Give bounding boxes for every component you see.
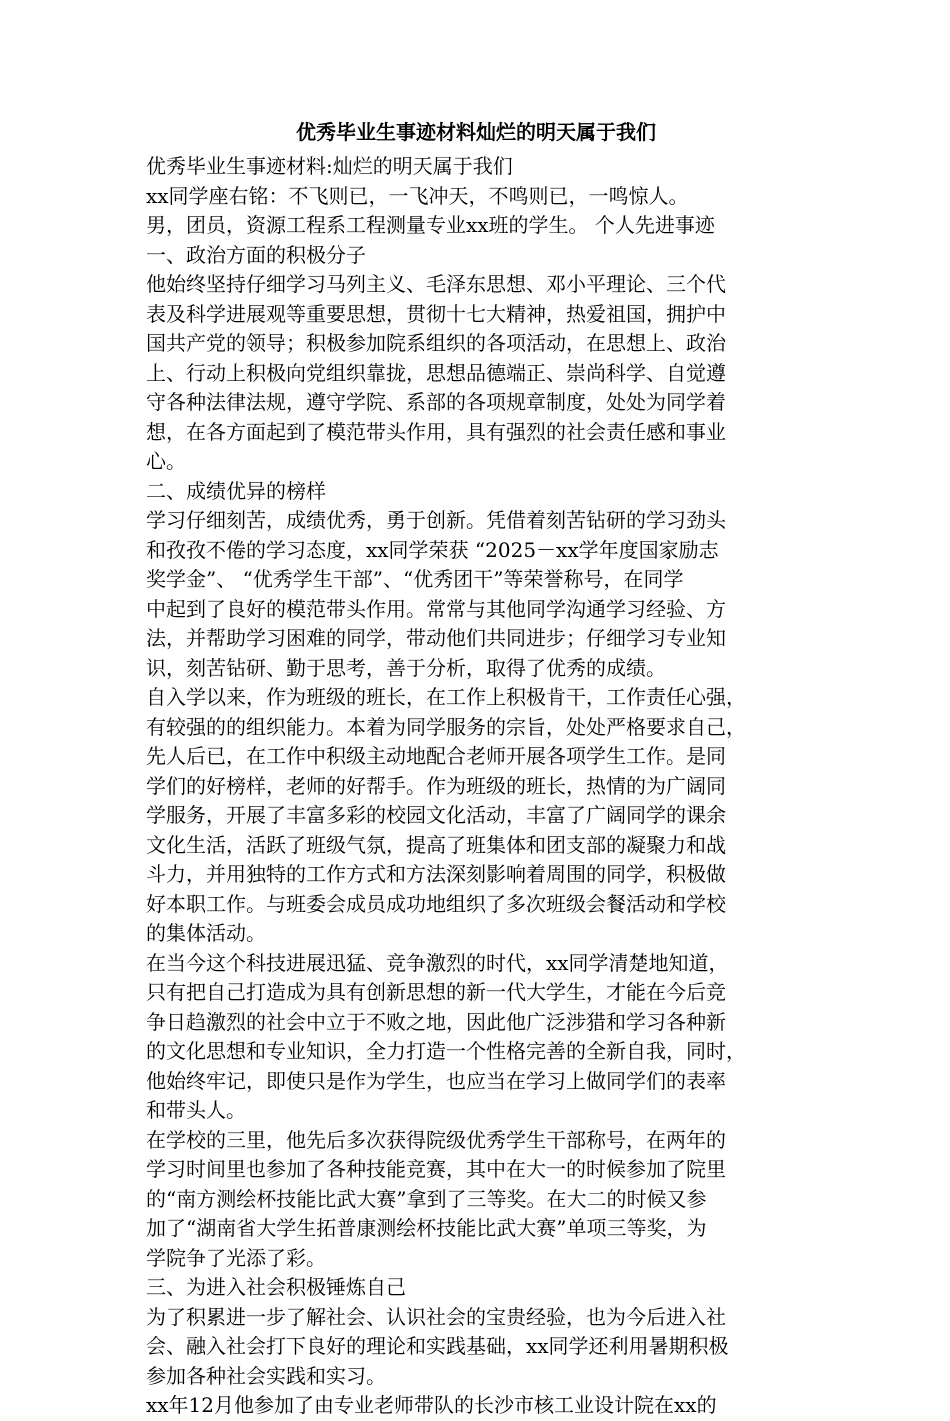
text-line: 先人后已，在工作中积级主动地配合老师开展各项学生工作。是同	[146, 744, 726, 768]
text-line: 学习仔细刻苦，成绩优秀，勇于创新。凭借着刻苦钻研的学习劲头	[146, 508, 726, 532]
text-line: 法，并帮助学习困难的同学，带动他们共同进步；仔细学习专业知	[146, 626, 726, 650]
text-line: 优秀毕业生事迹材料:灿烂的明天属于我们	[146, 154, 513, 178]
text-line: 学习时间里也参加了各种技能竞赛，其中在大一的时候参加了院里	[146, 1157, 726, 1181]
text-line: 男，团员，资源工程系工程测量专业xx班的学生。 个人先进事迹	[146, 213, 715, 237]
document-title: 优秀毕业生事迹材料灿烂的明天属于我们	[296, 120, 656, 144]
text-line: 的“南方测绘杯技能比武大赛”拿到了三等奖。在大二的时候又参	[146, 1186, 707, 1211]
text-line: 想，在各方面起到了模范带头作用，具有强烈的社会责任感和事业	[146, 419, 726, 444]
text-line: 他始终坚持仔细学习马列主义、毛泽东思想、邓小平理论、三个代	[146, 272, 726, 296]
document-page	[146, 116, 806, 1421]
text-line: xx年12月他参加了由专业老师带队的长沙市核工业设计院在xx的	[146, 1393, 717, 1417]
text-line: 会、融入社会打下良好的理论和实践基础，xx同学还利用暑期积极	[146, 1334, 729, 1358]
text-line: 的集体活动。	[146, 921, 266, 945]
text-line: 表及科学进展观等重要思想，贯彻十七大精神，热爱祖国，拥护中	[146, 301, 726, 326]
text-line: xx同学座右铭：不飞则已，一飞冲天，不鸣则已，一鸣惊人。	[146, 183, 689, 208]
text-line: 自入学以来，作为班级的班长，在工作上积极肯干，工作责任心强，	[146, 685, 746, 709]
text-line: 学们的好榜样，老师的好帮手。作为班级的班长，热情的为广阔同	[146, 773, 726, 798]
text-line: 他始终牢记，即使只是作为学生，也应当在学习上做同学们的表率	[146, 1068, 726, 1093]
text-line: 二、成绩优异的榜样	[146, 478, 326, 503]
text-line: 守各种法律法规，遵守学院、系部的各项规章制度，处处为同学着	[146, 390, 726, 414]
text-line: 在当今这个科技进展迅猛、竞争激烈的时代，xx同学清楚地知道，	[146, 950, 729, 975]
text-line: 学服务，开展了丰富多彩的校园文化活动，丰富了广阔同学的课余	[146, 803, 726, 827]
document-body	[146, 152, 806, 1421]
text-line: 国共产党的领导；积极参加院系组织的各项活动，在思想上、政治	[146, 331, 726, 355]
text-line: 加了“湖南省大学生拓普康测绘杯技能比武大赛”单项三等奖，为	[146, 1216, 707, 1240]
text-line: 只有把自己打造成为具有创新思想的新一代大学生，才能在今后竞	[146, 980, 726, 1004]
text-line: 上、行动上积极向党组织靠拢，思想品德端正、崇尚科学、自觉遵	[146, 360, 726, 385]
text-line: 心。	[146, 449, 186, 473]
text-line: 为了积累进一步了解社会、认识社会的宝贵经验，也为今后进入社	[146, 1304, 726, 1329]
text-line: 识，刻苦钻研、勤于思考，善于分析，取得了优秀的成绩。	[146, 655, 666, 680]
text-line: 奖学金”、 “优秀学生干部”、“优秀团干”等荣誉称号，在同学	[146, 567, 684, 591]
text-line: 一、政治方面的积极分子	[146, 242, 366, 267]
text-line: 学院争了光添了彩。	[146, 1245, 326, 1270]
text-line: 好本职工作。与班委会成员成功地组织了多次班级会餐活动和学校	[146, 891, 726, 916]
text-line: 中起到了良好的模范带头作用。常常与其他同学沟通学习经验、方	[146, 596, 726, 621]
text-line: 和带头人。	[146, 1098, 246, 1122]
text-line: 三、为进入社会积极锤炼自己	[146, 1275, 406, 1299]
text-line: 的文化思想和专业知识，全力打造一个性格完善的全新自我，同时，	[146, 1039, 746, 1063]
text-line: 斗力，并用独特的工作方式和方法深刻影响着周围的同学，积极做	[146, 862, 726, 886]
text-line: 文化生活，活跃了班级气氛，提高了班集体和团支部的凝聚力和战	[146, 832, 726, 857]
text-line: 在学校的三里，他先后多次获得院级优秀学生干部称号，在两年的	[146, 1127, 726, 1152]
text-line: 和孜孜不倦的学习态度，xx同学荣获 “2025－xx学年度国家励志	[146, 537, 719, 562]
text-line: 争日趋激烈的社会中立于不败之地，因此他广泛涉猎和学习各种新	[146, 1009, 726, 1034]
text-line: 有较强的的组织能力。本着为同学服务的宗旨，处处严格要求自己，	[146, 714, 746, 739]
text-line: 参加各种社会实践和实习。	[146, 1363, 386, 1388]
